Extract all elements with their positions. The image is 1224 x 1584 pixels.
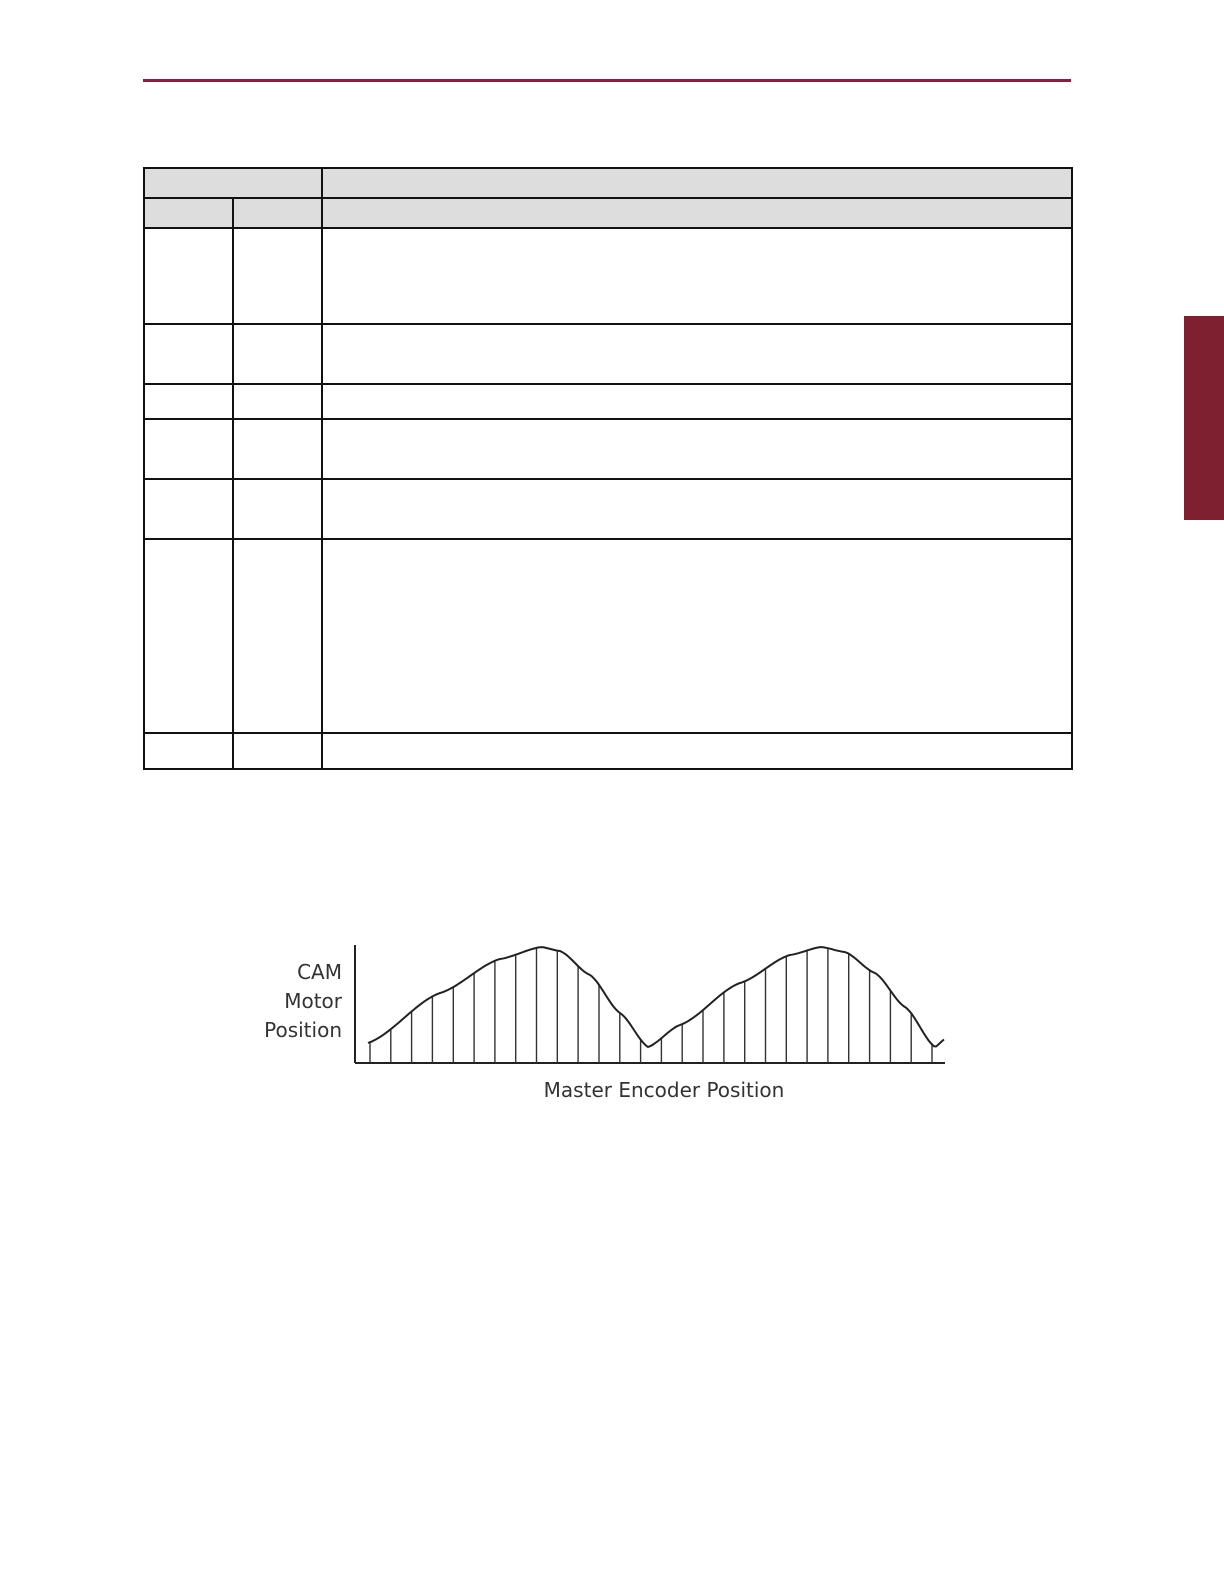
table-header-cell xyxy=(144,168,322,198)
cam-profile-diagram xyxy=(260,935,960,1115)
cam-profile-figure xyxy=(260,935,960,1115)
y-axis-label-line-3: Position xyxy=(264,1018,342,1042)
table-header-row xyxy=(144,168,1072,198)
header-rule xyxy=(143,79,1071,82)
table-row xyxy=(144,539,1072,733)
table-subheader-cell xyxy=(322,198,1072,228)
table-subheader-cell xyxy=(144,198,233,228)
table-subheader-cell xyxy=(233,198,322,228)
table-row xyxy=(144,228,1072,324)
x-axis-label: Master Encoder Position xyxy=(543,1078,785,1102)
table-row xyxy=(144,479,1072,539)
table-subheader-row xyxy=(144,198,1072,228)
y-axis-label-line-1: CAM xyxy=(297,960,342,984)
y-axis-label-line-2: Motor xyxy=(284,989,342,1013)
table-row xyxy=(144,324,1072,384)
table-row xyxy=(144,384,1072,419)
table-row xyxy=(144,733,1072,769)
table-row xyxy=(144,419,1072,479)
parameter-table xyxy=(143,167,1073,770)
table-header-cell xyxy=(322,168,1072,198)
cam-curve xyxy=(368,947,944,1047)
chapter-side-tab xyxy=(1184,316,1224,520)
